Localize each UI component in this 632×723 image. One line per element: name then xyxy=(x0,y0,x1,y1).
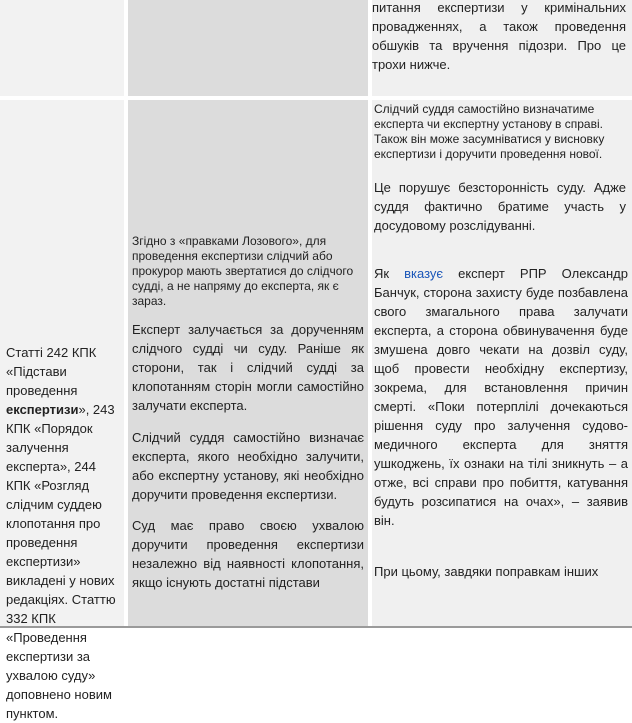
article-tail: », 243 КПК «Порядок залучення експерта», 244 КПК «Розгляд слідчим суддею клопотання про проведення експертизи» викладені у нових редакціях. Статтю 332 КПК «Проведення експертизи за ухвалою суду» доповнено новим пунктом. xyxy=(6,402,116,721)
p3-before: Як xyxy=(374,266,405,281)
row2-col1-text xyxy=(6,343,120,723)
row2-col3-p1: Слідчий суддя самостійно визначатиме експерта чи експертну установу в справі. Також він може засумніватися у висновку експертизи і доручити проведення нової. xyxy=(374,102,605,161)
row1-col1-cell xyxy=(0,0,124,96)
source-link[interactable]: вказує xyxy=(404,266,444,281)
bottom-divider xyxy=(0,626,632,628)
row2-col2-p4: Суд має право своєю ухвалою доручити проведення експертизи незалежно від наявності клопотання, якщо існують достатні підстави xyxy=(132,518,364,590)
row2-col3-p4: При цьому, завдяки поправкам інших xyxy=(374,564,599,579)
article-lead: Статті 242 КПК «Підстави проведення xyxy=(6,345,97,398)
row2-col2-cell xyxy=(128,100,368,628)
article-bold: експертизи xyxy=(6,402,79,417)
row1-col2-cell xyxy=(128,0,368,96)
row2-col2-p2: Експерт залучається за дорученням слідчого судді чи суду. Раніше як сторони, так і слідчий судді за клопотанням сторін могли самостійно залучати експерта. xyxy=(132,322,364,413)
row1-col3-text: питання експертизи у кримінальних провадженнях, а також проведення обшуків та вручення підозри. Про це трохи нижче. xyxy=(372,0,626,72)
row1-col3-cell xyxy=(372,0,632,96)
row2-col1-cell xyxy=(0,100,124,721)
row2-col2-p1: Згідно з «правками Лозового», для проведення експертизи слідчий або прокурор мають звертатися до слідчого судді, а не напряму до експерта, як є зараз. xyxy=(132,234,354,308)
row2-col3-p2: Це порушує безсторонність суду. Адже суддя фактично братиме участь у досудовому розслідуванні. xyxy=(374,180,626,233)
p3-after: експерт РПР Олександр Банчук, сторона захисту буде позбавлена свого змагального права залучати експерта, а сторона обвинувачення буде змушена довго чекати на дозвіл суду, щоб провести необхідну експертизу, зокрема, для встановлення причин смерті. «Поки потерплілі дочекаються рішення суду про залучення судово-медичного експерта для зняття ушкоджень, їх ознаки на тілі зникнуть – а отже, всі справи про побиття, катування будуть розсипатися на очах», – заявив він. xyxy=(374,266,629,528)
row2-col3-p3 xyxy=(374,264,628,530)
row2-col2-p3: Слідчий суддя самостійно визначає експерта, якого необхідно залучити, або експертну установу, які необхідно доручити проведення експертизи. xyxy=(132,430,364,502)
row2-col3-cell xyxy=(372,100,632,628)
